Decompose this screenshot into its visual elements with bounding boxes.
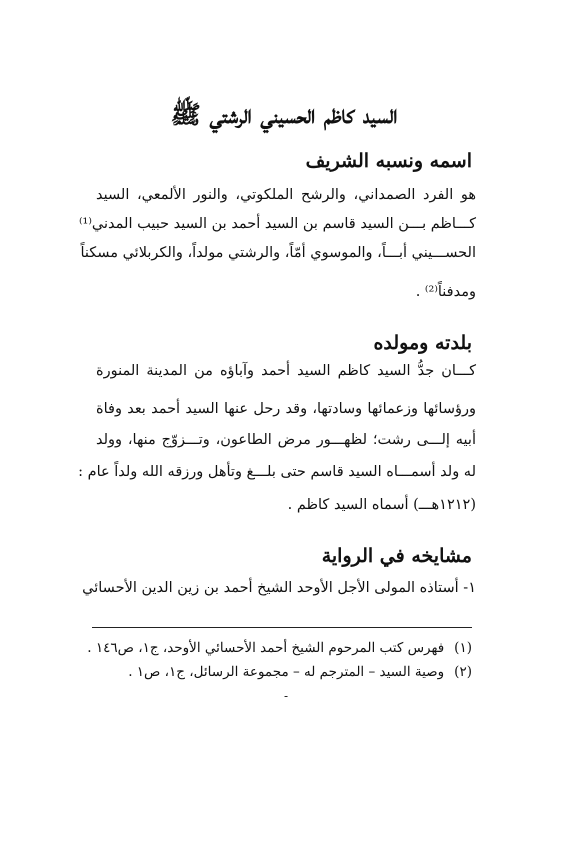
section-heading-town-birth: بلدته ومولده	[373, 332, 472, 354]
page-title: السيد كاظم الحسيني الرشتي ﷺ	[170, 100, 398, 129]
section-heading-name-lineage: اسمه ونسبه الشريف	[305, 150, 472, 172]
paragraph-line: كـــان جدُّ السيد كاظم السيد أحمد وآباؤه من المدينة المنورة	[96, 363, 476, 379]
paragraph-line: ١- أستاذه المولى الأجل الأوحد الشيخ أحمد بن زين الدين الأحسائي	[82, 580, 476, 596]
footnote-separator	[92, 627, 472, 628]
footnote-1	[87, 638, 472, 658]
section-heading-teachers: مشايخه في الرواية	[321, 545, 472, 567]
paragraph-line: ومدفناً⁽²⁾ .	[415, 284, 476, 300]
footnote-2	[92, 662, 472, 682]
paragraph-line: أبيه إلـــى رشت؛ لظهـــور مرض الطاعون، وتـــزوّج منها، وولد	[96, 432, 476, 448]
paragraph-line: له ولد أسمـــاه السيد قاسم حتى بلـــغ وتأهل ورزقه الله ولداً عام :	[78, 464, 476, 480]
paragraph-line: كـــاظم بـــن السيد قاسم بن السيد أحمد بن السيد حبيب المدني⁽¹⁾	[78, 216, 476, 232]
footnote-text: وصية السيد – المترجم له – مجموعة الرسائل، ج١، ص١ .	[128, 664, 445, 680]
footnote-number: (١)	[454, 640, 472, 656]
paragraph-line: ورؤسائها وزعمائها وسادتها، وقد رحل عنها السيد أحمد بعد وفاة	[96, 401, 476, 417]
page-number: -	[284, 689, 289, 703]
paragraph-line: الحســـيني أبـــاً، والموسوي أمّاً، والرشتي مولداً، والكربلائي مسكناً	[80, 245, 476, 261]
footnote-text: فهرس كتب المرحوم الشيخ أحمد الأحسائي الأوحد، ج١، ص١٤٦ .	[87, 640, 445, 656]
footnote-number: (٢)	[454, 664, 472, 680]
paragraph-line: (١٢١٢هـــ) أسماه السيد كاظم .	[287, 497, 476, 513]
paragraph-line: هو الفرد الصمداني، والرشح الملكوتي، والنور الألمعي، السيد	[96, 187, 476, 203]
